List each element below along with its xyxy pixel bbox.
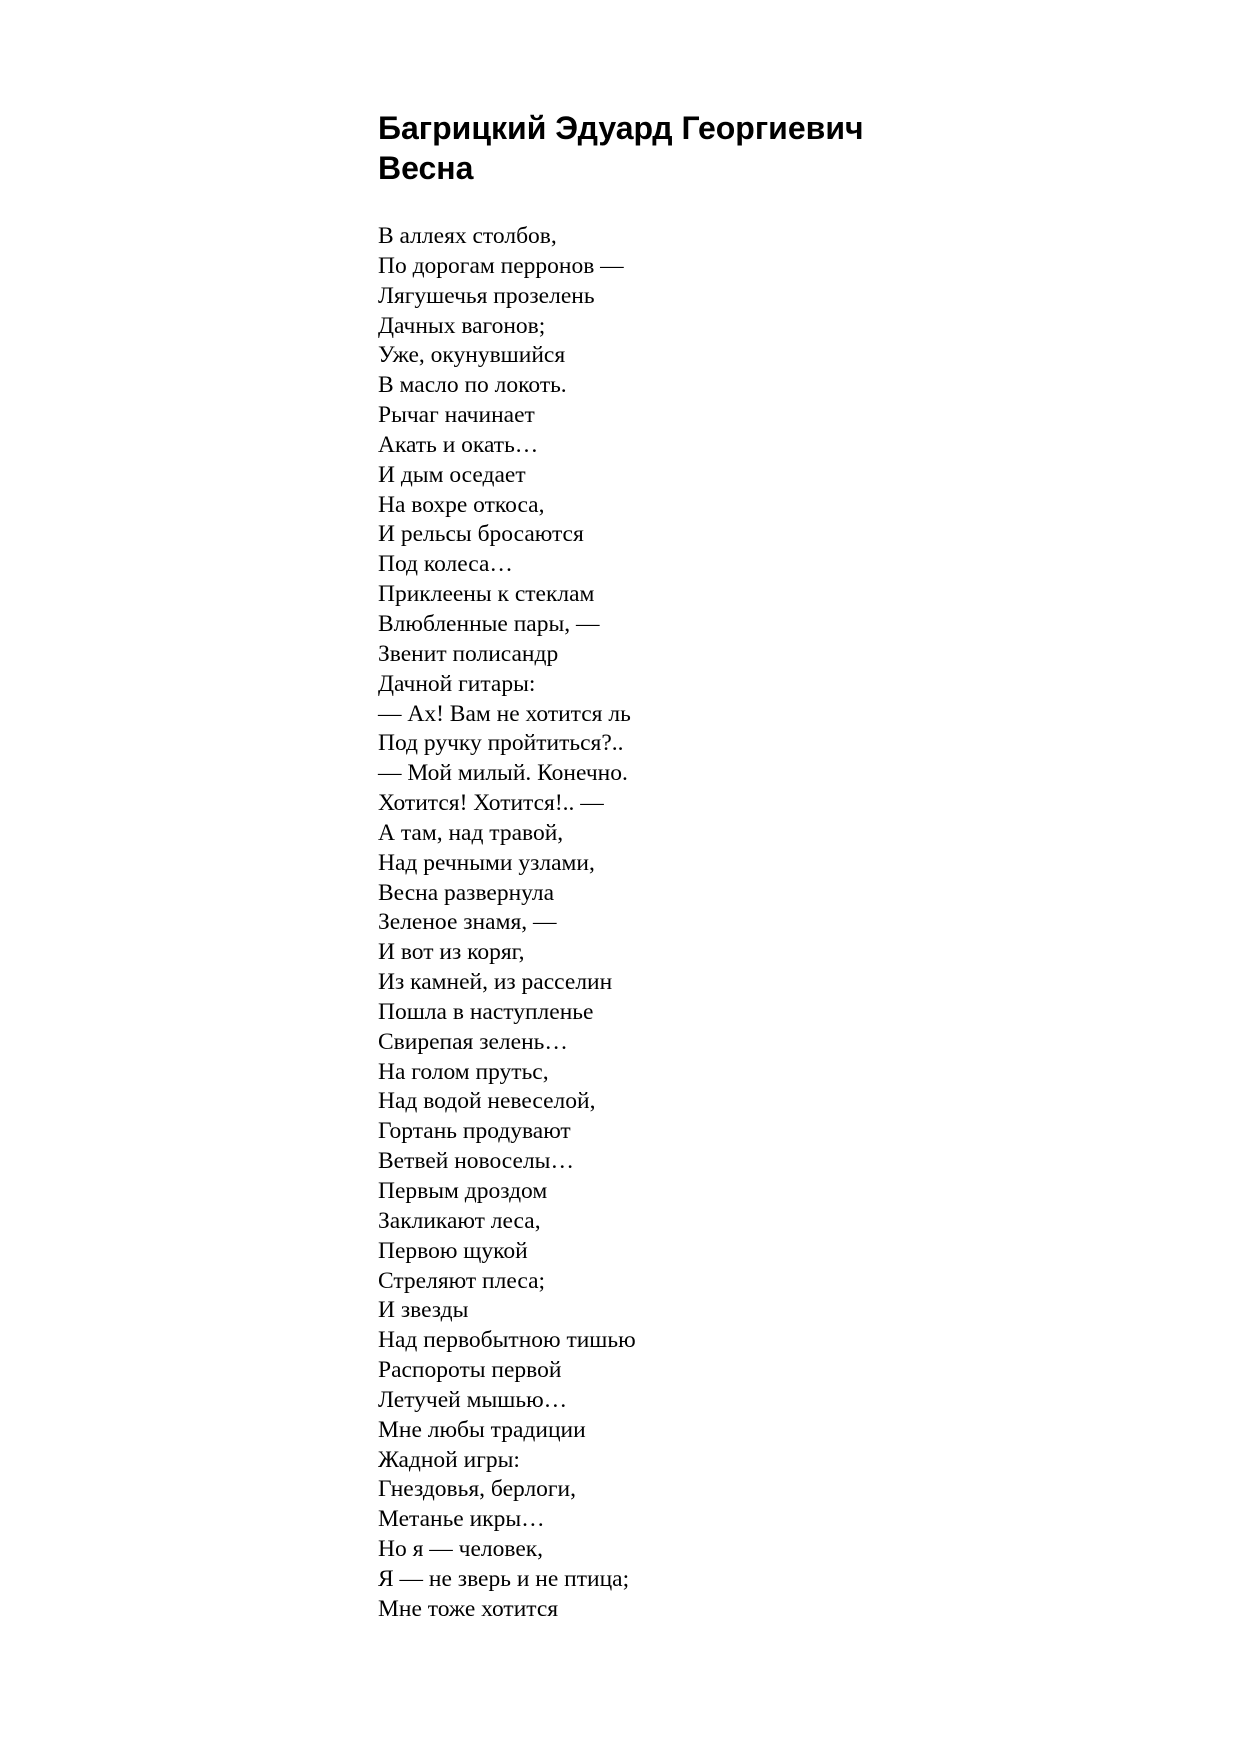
poem-line: А там, над травой, [378,819,564,846]
poem-line: На вохре откоса, [378,491,545,518]
poem-line: Жадной игры: [378,1446,520,1473]
poem-line: Распороты первой [378,1357,562,1384]
poem-line: Акать и окать… [378,431,539,458]
poem-line: Приклеены к стеклам [378,581,595,608]
poem-line: Над водой невеселой, [378,1088,596,1115]
poem-line: Пошла в наступленье [378,998,594,1025]
poem-line: Первою щукой [378,1237,528,1264]
poem-body [378,222,1178,1625]
poem-line: И рельсы бросаются [378,521,584,548]
poem-line: Звенит полисандр [378,640,559,667]
poem-line: И дым оседает [378,461,526,488]
poem-line: В аллеях столбов, [378,223,557,249]
poem-line: Свирепая зелень… [378,1028,568,1055]
poem-line: — Ах! Вам не хотится ль [378,700,631,727]
poem-line: Лягушечья прозелень [378,282,595,309]
poem-line: Летучей мышью… [378,1386,568,1413]
poem-line: Над первобытною тишью [378,1327,636,1354]
poem-line: Мне любы традиции [378,1416,586,1443]
poem-line: И вот из коряг, [378,939,525,966]
poem-line: В масло по локоть. [378,372,567,399]
poem-line: Дачных вагонов; [378,312,546,339]
poem-line: Стреляют плеса; [378,1267,546,1294]
document-header [378,108,1178,188]
poem-line: Гнездовья, берлоги, [378,1476,577,1503]
poem-line: — Мой милый. Конечно. [378,760,628,787]
poem-line: Уже, окунувшийся [378,342,566,369]
poem-line: Гортань продувают [378,1118,571,1145]
poem-line: Дачной гитары: [378,670,536,697]
poem-line: Метанье икры… [378,1506,545,1533]
poem-line: По дорогам перронов — [378,252,624,279]
poem-line: Под колеса… [378,551,513,578]
poem-line: Первым дроздом [378,1178,548,1204]
poem-line: Над речными узлами, [378,849,595,876]
poem-line: Зеленое знамя, — [378,909,557,936]
poem-line: Хотится! Хотится!.. — [378,790,604,817]
author-name: Багрицкий Эдуард Георгиевич [378,110,864,146]
poem-line: Мне тоже хотится [378,1595,559,1622]
poem-line: Я — не зверь и не птица; [378,1565,630,1592]
poem-title: Весна [378,150,474,186]
poem-line: Весна развернула [378,879,555,906]
poem-line: Под ручку пройтиться?.. [378,730,624,757]
poem-line: Но я — человек, [378,1536,544,1563]
poem-line: И звезды [378,1297,469,1324]
poem-line: Ветвей новоселы… [378,1148,574,1175]
poem-line: Рычаг начинает [378,402,535,429]
poem-line: На голом прутьс, [378,1058,549,1085]
poem-line: Из камней, из расселин [378,969,613,996]
poem-line: Влюбленные пары, — [378,610,600,637]
poem-line: Закликают леса, [378,1207,541,1234]
